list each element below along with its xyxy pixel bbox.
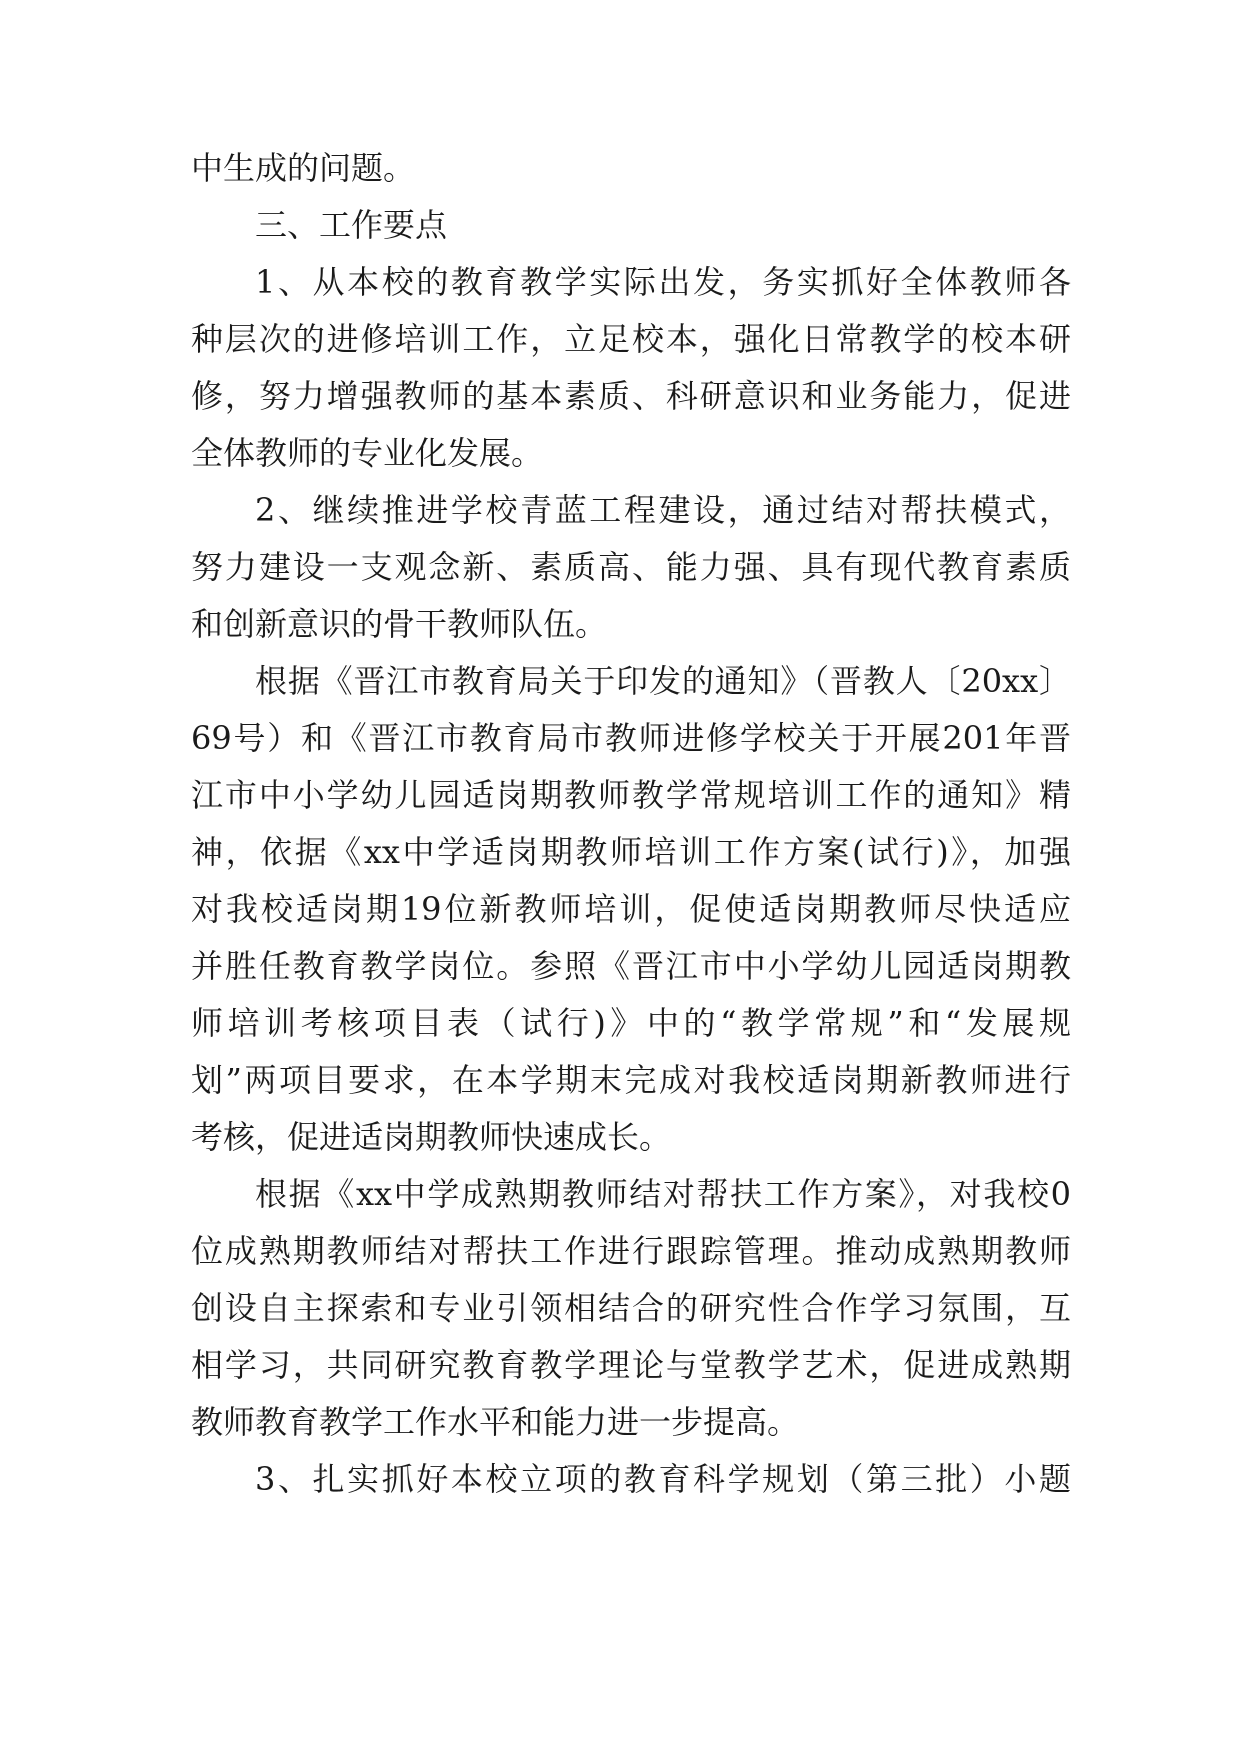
paragraph-line: 考核，促进适岗期教师快速成长。: [191, 1118, 672, 1156]
paragraph-line: 位成熟期教师结对帮扶工作进行跟踪管理。推动成熟期教师: [191, 1232, 1071, 1270]
paragraph-line: 和创新意识的骨干教师队伍。: [191, 605, 608, 643]
paragraph-line: 3、扎实抓好本校立项的教育科学规划（第三批）小题: [255, 1460, 1071, 1498]
paragraph-line: 相学习，共同研究教育教学理论与堂教学艺术，促进成熟期: [191, 1346, 1071, 1384]
paragraph-line: 69号）和《晋江市教育局市教师进修学校关于开展201年晋: [191, 719, 1071, 757]
paragraph-line: 划”两项目要求，在本学期末完成对我校适岗期新教师进行: [191, 1061, 1071, 1099]
paragraph-line: 神，依据《xx中学适岗期教师培训工作方案(试行)》，加强: [191, 833, 1071, 871]
paragraph-line: 全体教师的专业化发展。: [191, 434, 544, 472]
paragraph-line: 并胜任教育教学岗位。参照《晋江市中小学幼儿园适岗期教: [191, 947, 1071, 985]
paragraph-line: 努力建设一支观念新、素质高、能力强、具有现代教育素质: [191, 548, 1071, 586]
section-heading: 三、工作要点: [255, 206, 448, 244]
paragraph-line: 师培训考核项目表（试行)》中的“教学常规”和“发展规: [191, 1004, 1071, 1042]
paragraph-line: 修，努力增强教师的基本素质、科研意识和业务能力，促进: [191, 377, 1071, 415]
paragraph-line: 江市中小学幼儿园适岗期教师教学常规培训工作的通知》精: [191, 776, 1071, 814]
paragraph-line: 根据《xx中学成熟期教师结对帮扶工作方案》，对我校0: [255, 1175, 1071, 1213]
paragraph-line: 2、继续推进学校青蓝工程建设，通过结对帮扶模式，: [255, 491, 1071, 529]
paragraph-line: 对我校适岗期19位新教师培训，促使适岗期教师尽快适应: [191, 890, 1071, 928]
paragraph-line: 教师教育教学工作水平和能力进一步提高。: [191, 1403, 800, 1441]
paragraph-line: 中生成的问题。: [191, 149, 416, 187]
paragraph-line: 根据《晋江市教育局关于印发的通知》（晋教人〔20xx〕: [255, 662, 1071, 700]
paragraph-line: 种层次的进修培训工作，立足校本，强化日常教学的校本研: [191, 320, 1071, 358]
paragraph-line: 创设自主探索和专业引领相结合的研究性合作学习氛围，互: [191, 1289, 1071, 1327]
paragraph-line: 1、从本校的教育教学实际出发，务实抓好全体教师各: [255, 263, 1071, 301]
